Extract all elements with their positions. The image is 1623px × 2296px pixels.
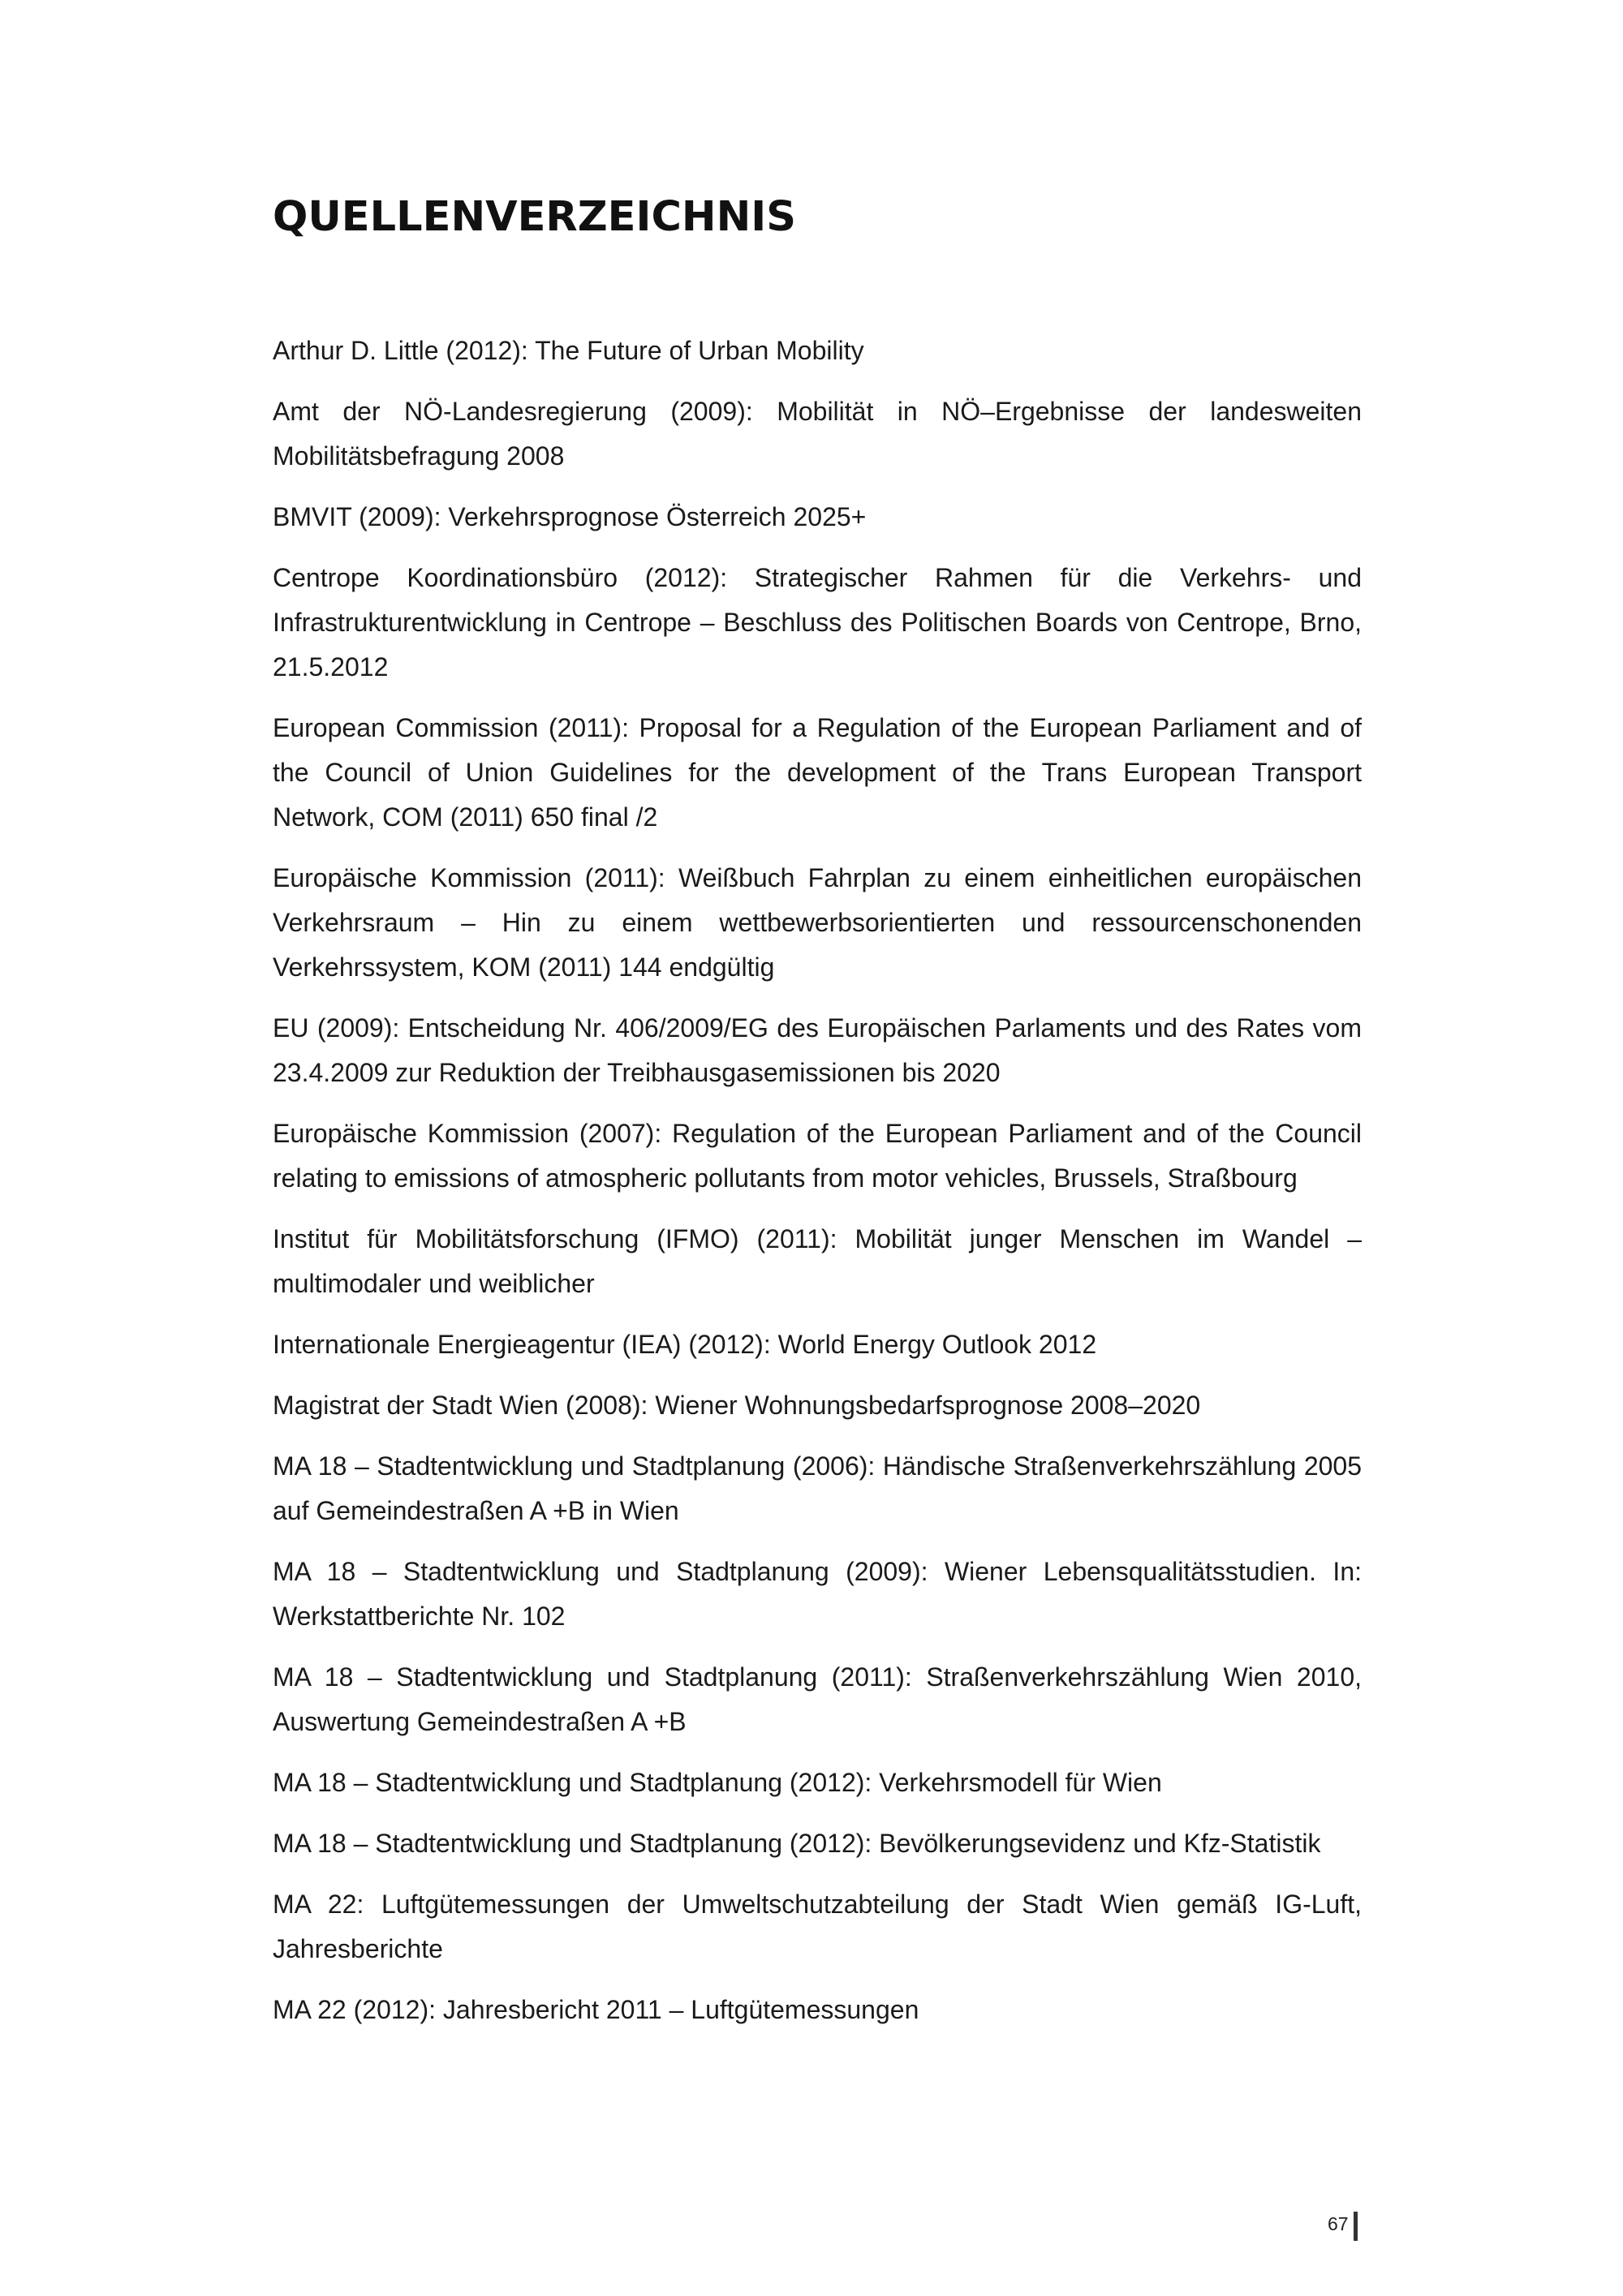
- reference-item: MA 22 (2012): Jahresbericht 2011 – Luftgütemessungen: [273, 1995, 919, 2024]
- reference-item: BMVIT (2009): Verkehrsprognose Österreich 2025+: [273, 502, 867, 531]
- reference-item: Europäische Kommission (2011): Weißbuch Fahrplan zu einem einheitlichen europäischen Verkehrsraum – Hin zu einem wettbewerbsorientierten und ressourcenschonenden Verkehrssystem, KOM (2011) 144 endgültig: [273, 863, 1362, 982]
- page-title: QUELLENVERZEICHNIS: [273, 193, 796, 241]
- reference-item: Internationale Energieagentur (IEA) (2012): World Energy Outlook 2012: [273, 1330, 1097, 1359]
- reference-item: EU (2009): Entscheidung Nr. 406/2009/EG des Europäischen Parlaments und des Rates vom 23.4.2009 zur Reduktion der Treibhausgasemissionen bis 2020: [273, 1013, 1362, 1087]
- page-number: 67: [1328, 2213, 1349, 2234]
- reference-item: MA 18 – Stadtentwicklung und Stadtplanung (2012): Verkehrsmodell für Wien: [273, 1768, 1162, 1797]
- reference-item: MA 18 – Stadtentwicklung und Stadtplanung (2012): Bevölkerungsevidenz und Kfz-Statistik: [273, 1829, 1321, 1858]
- reference-item: Arthur D. Little (2012): The Future of Urban Mobility: [273, 336, 864, 365]
- reference-item: MA 22: Luftgütemessungen der Umweltschutzabteilung der Stadt Wien gemäß IG-Luft, Jahresberichte: [273, 1890, 1362, 1963]
- reference-item: European Commission (2011): Proposal for a Regulation of the European Parliament and of the Council of Union Guidelines for the development of the Trans European Transport Network, COM (2011) 650 final /2: [273, 713, 1362, 832]
- reference-item: Magistrat der Stadt Wien (2008): Wiener Wohnungsbedarfsprognose 2008–2020: [273, 1391, 1201, 1420]
- reference-item: MA 18 – Stadtentwicklung und Stadtplanung (2009): Wiener Lebensqualitätsstudien. In: Werkstattberichte Nr. 102: [273, 1557, 1362, 1631]
- reference-item: MA 18 – Stadtentwicklung und Stadtplanung (2011): Straßenverkehrszählung Wien 2010, Auswertung Gemeindestraßen A +B: [273, 1662, 1362, 1736]
- reference-item: MA 18 – Stadtentwicklung und Stadtplanung (2006): Händische Straßenverkehrszählung 2005 auf Gemeindestraßen A +B in Wien: [273, 1451, 1362, 1525]
- reference-item: Centrope Koordinationsbüro (2012): Strategischer Rahmen für die Verkehrs- und Infrastrukturentwicklung in Centrope – Beschluss des Politischen Boards von Centrope, Brno, 21.5.2012: [273, 563, 1362, 681]
- reference-list: [273, 329, 1362, 2049]
- reference-item: Europäische Kommission (2007): Regulation of the European Parliament and of the Council relating to emissions of atmospheric pollutants from motor vehicles, Brussels, Straßbourg: [273, 1119, 1362, 1193]
- page-number-rule: [1354, 2212, 1358, 2241]
- reference-item: Amt der NÖ-Landesregierung (2009): Mobilität in NÖ–Ergebnisse der landesweiten Mobilitätsbefragung 2008: [273, 397, 1362, 471]
- reference-item: Institut für Mobilitätsforschung (IFMO) (2011): Mobilität junger Menschen im Wandel – multimodaler und weiblicher: [273, 1224, 1362, 1298]
